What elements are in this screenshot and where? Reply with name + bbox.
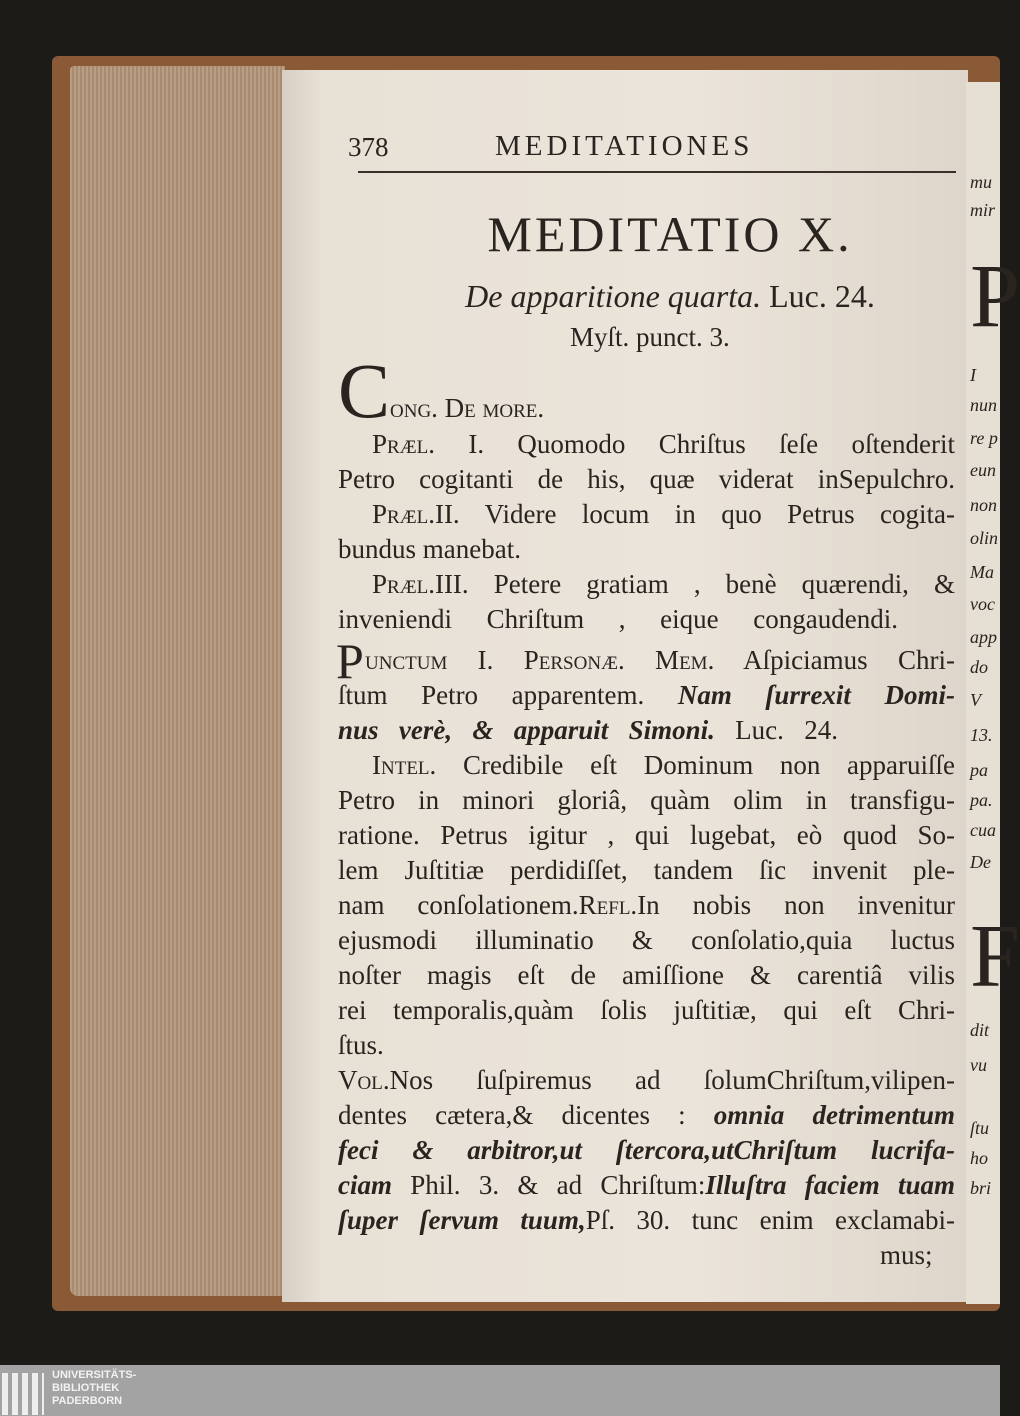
text-line [372,498,955,530]
library-logo-icon [2,1373,44,1415]
text-line: lem Juſtitiæ perdidiſſet, tandem ſic invenit ple- [338,855,955,885]
heading: unctum I. Personæ. Mem. [365,645,715,675]
t: Nam ſurrexit Domi- [677,680,955,710]
page-number: 378 [348,132,389,162]
text-line [338,1204,955,1236]
facing-page-fragment: Ma [970,562,994,582]
t: ſtum Petro apparentem. [338,680,678,710]
facing-page-fragment: dit [970,1020,990,1040]
t: Luc. 24. [714,715,838,745]
text-line [372,568,955,600]
page-edges [70,66,285,1296]
drop-cap-c: C [338,347,391,434]
mystery-ref: Myſt. punct. 3. [570,322,730,352]
text-line [372,749,955,781]
facing-page-fragment: ho [970,1148,988,1168]
facing-page-fragment: F [970,907,1020,1006]
text: II. Videre locum in quo Petrus cogita- [434,499,955,529]
text-line [338,714,838,746]
t: nus verè, & apparuit Simoni. [338,715,715,745]
cong-line: ong. De more. [390,393,545,423]
t: In nobis non invenitur [637,890,955,920]
facing-page-fragment: mir [970,200,996,220]
text-line [372,428,955,460]
text-line: ejusmodi illuminatio & conſolatio,quia luctus [338,925,955,955]
facing-page-fragment: ſtu [970,1118,990,1138]
text-line: bundus manebat. [338,534,521,564]
label: Præl. [372,569,435,599]
chapter-subtitle [380,278,960,315]
subtitle-italic: De apparitione quarta. [465,278,762,314]
text-line: ſtus. [338,1030,384,1060]
label: Refl. [578,890,638,920]
facing-page-fragment: olin [970,528,999,548]
facing-page-fragment: bri [970,1178,992,1198]
t: Nos ſuſpiremus ad ſolumChriſtum,vilipen- [389,1065,955,1095]
facing-page-fragment: V [970,690,981,710]
facing-page-fragment: non [970,495,997,515]
drop-cap-p: P [336,633,364,689]
facing-page-fragment: voc [970,594,995,614]
facing-page-fragment: P [970,247,1020,346]
t: omnia detrimentum [713,1100,955,1130]
label: Præl. [372,429,435,459]
facing-page-fragment: re p [970,428,998,448]
t: nam conſolationem. [338,890,579,920]
text-line: Petro cogitanti de his, quæ viderat inSepulchro. [338,464,955,494]
chapter-title: MEDITATIO X. [487,206,853,262]
label: Præl. [372,499,435,529]
facing-page-fragment: eun [970,460,996,480]
text-line: inveniendi Chriſtum , eique congaudendi. [338,604,898,634]
facing-page-fragment: pa [970,760,988,780]
text-line: Petro in minori gloriâ, quàm olim in transfigu- [338,785,955,815]
text-line: noſter magis eſt de amiſſione & carentiâ vilis [338,960,955,990]
facing-page-fragment: De [970,852,991,872]
t: dentes cætera,& dicentes : [338,1100,714,1130]
t: Illuſtra faciem tuam [705,1170,955,1200]
punctum-heading [365,644,955,676]
text-line [338,1099,955,1131]
t: ſuper ſervum tuum, [338,1205,586,1235]
facing-page-fragment: I [970,365,976,385]
facing-page-fragment: do [970,657,988,677]
facing-page-fragment: app [970,627,997,647]
t: Credibile eſt Dominum non apparuiſſe [436,750,955,780]
facing-page-fragment: pa. [970,790,993,810]
facing-page-fragment: nun [970,395,997,415]
t: Phil. 3. & ad Chriſtum: [392,1170,706,1200]
facing-page-fragment: vu [970,1055,987,1075]
footer-bar [0,1365,1000,1416]
text-line [338,1064,955,1096]
label: Intel. [372,750,437,780]
label: Vol. [338,1065,390,1095]
facing-page [966,82,1020,1304]
t: ciam [338,1170,392,1200]
text-line: ratione. Petrus igitur , qui lugebat, eò quod So- [338,820,955,850]
text-line [338,889,955,921]
text-line: feci & arbitror,ut ſtercora,utChriſtum lucrifa- [338,1135,955,1165]
facing-page-fragment: cua [970,820,996,840]
text-line [338,1169,955,1201]
text: III. Petere gratiam , benè quærendi, & [434,569,955,599]
library-logo-text: UNIVERSITÄTS- BIBLIOTHEK PADERBORN [52,1369,137,1407]
text-line: rei temporalis,quàm ſolis juſtitiæ, qui eſt Chri- [338,995,955,1025]
header-rule [358,171,956,173]
text: I. Quomodo Chriſtus ſeſe oſtenderit [434,429,955,459]
text-line [338,679,955,711]
text-line: mus; [880,1240,933,1270]
facing-page-fragment: 13. [970,725,993,745]
text: Aſpiciamus Chri- [714,645,955,675]
facing-page-fragment: mu [970,172,992,192]
running-title: MEDITATIONES [495,130,754,162]
t: Pſ. 30. tunc enim exclamabi- [585,1205,955,1235]
subtitle-reference: Luc. 24. [769,278,875,314]
